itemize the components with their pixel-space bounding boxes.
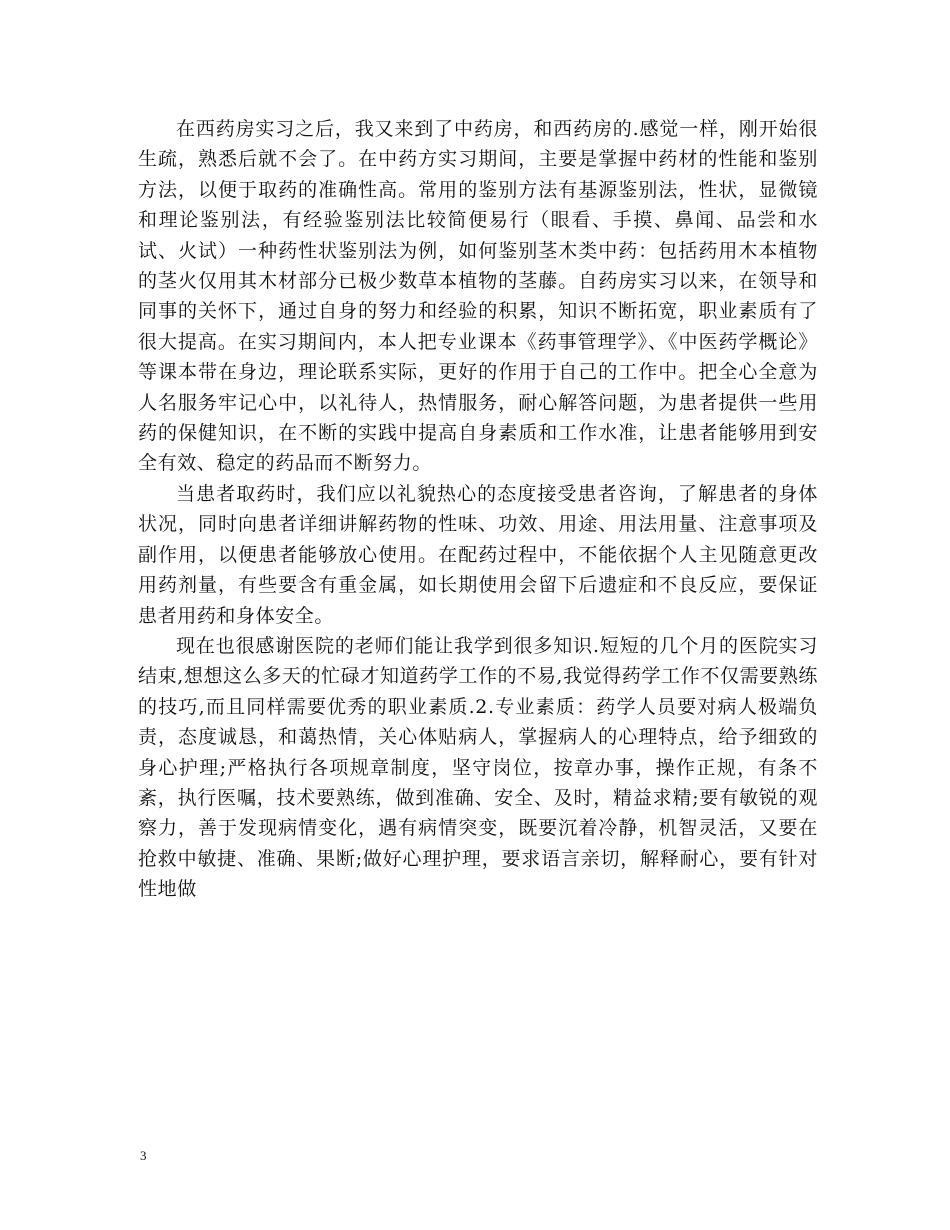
paragraph-chinese-pharmacy-internship: 在西药房实习之后，我又来到了中药房，和西药房的.感觉一样，刚开始很生疏，熟悉后就不会了。在中药方实习期间，主要是掌握中药材的性能和鉴别方法，以便于取药的准确性高。常用的鉴别方法有基源鉴别法，性状，显微镜和理论鉴别法，有经验鉴别法比较简便易行（眼看、手摸、鼻闻、品尝和水试、火试）一种药性状鉴别法为例，如何鉴别茎木类中药：包括药用木本植物的茎火仅用其木材部分已极少数草本植物的茎藤。自药房实习以来，在领导和同事的关怀下，通过自身的努力和经验的积累，知识不断拓宽，职业素质有了很大提高。在实习期间内，本人把专业课本《药事管理学》、《中医药学概论》等课本带在身边，理论联系实际，更好的作用于自己的工作中。把全心全意为人名服务牢记心中，以礼待人，热情服务，耐心解答问题，为患者提供一些用药的保健知识，在不断的实践中提高自身素质和工作水准，让患者能够用到安全有效、稳定的药品而不断努力。 bbox=[138, 118, 818, 475]
page-number: 3 bbox=[140, 1148, 147, 1163]
paragraph-patient-consultation: 当患者取药时，我们应以礼貌热心的态度接受患者咨询，了解患者的身体状况，同时向患者详细讲解药物的性味、功效、用途、用法用量、注意事项及副作用，以便患者能够放心使用。在配药过程中，不能依据个人主见随意更改用药剂量，有些要含有重金属，如长期使用会留下后遗症和不良反应，要保证患者用药和身体安全。 bbox=[138, 482, 818, 627]
document-body bbox=[138, 114, 818, 905]
paragraph-professional-quality: 现在也很感谢医院的老师们能让我学到很多知识.短短的几个月的医院实习结束,想想这么多天的忙碌才知道药学工作的不易,我觉得药学工作不仅需要熟练的技巧,而且同样需要优秀的职业素质.2.专业素质：药学人员要对病人极端负责，态度诚恳，和蔼热情，关心体贴病人，掌握病人的心理特点，给予细致的身心护理;严格执行各项规章制度，坚守岗位，按章办事，操作正规，有条不紊，执行医嘱，技术要熟练，做到准确、安全、及时，精益求精;要有敏锐的观察力，善于发现病情变化，遇有病情突变，既要沉着冷静，机智灵活，又要在抢救中敏捷、准确、果断;做好心理护理，要求语言亲切，解释耐心，要有针对性地做 bbox=[138, 634, 818, 901]
